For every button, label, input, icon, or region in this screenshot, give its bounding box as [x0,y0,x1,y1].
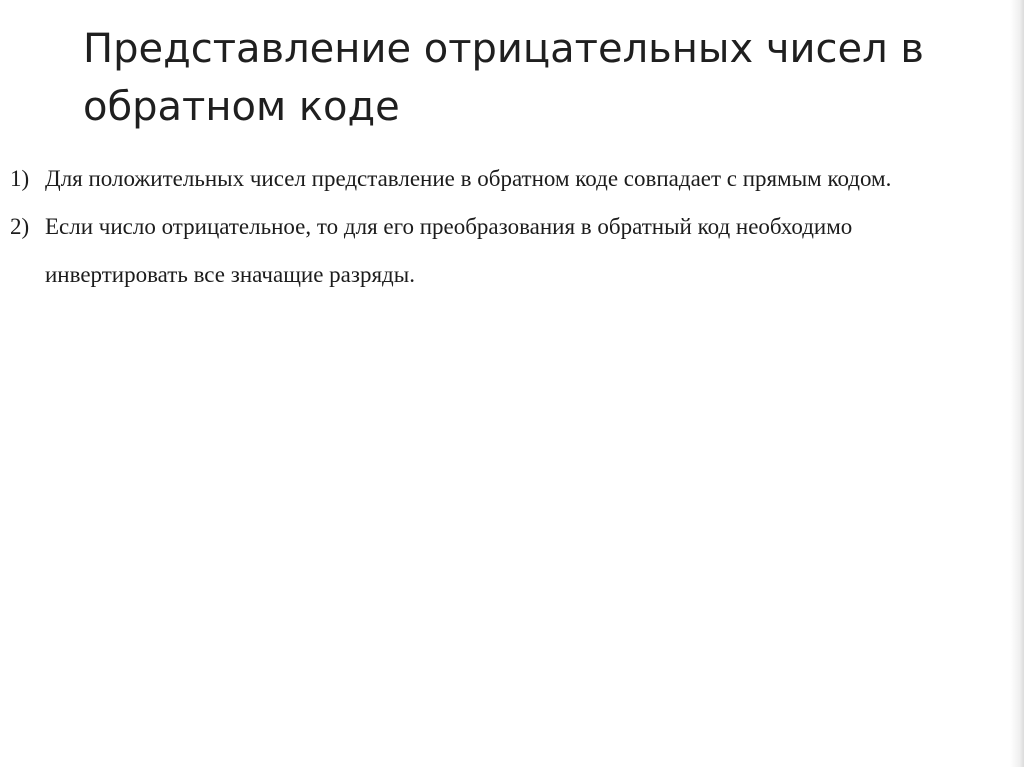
list-item [10,203,1000,299]
list-item-number: 1) [10,166,30,191]
list-item-text: Если число отрицательное, то для его преобразования в обратный код необходимо инвертировать все значащие разряды. [45,214,853,287]
list-item [10,155,1000,203]
list-item-text: Для положительных чисел представление в обратном коде совпадает с прямым кодом. [45,166,892,191]
slide-title: Представление отрицательных чисел в обратном коде [83,26,924,130]
slide-edge-shadow [1010,0,1024,767]
numbered-list [10,155,1000,299]
list-item-number: 2) [10,214,30,239]
